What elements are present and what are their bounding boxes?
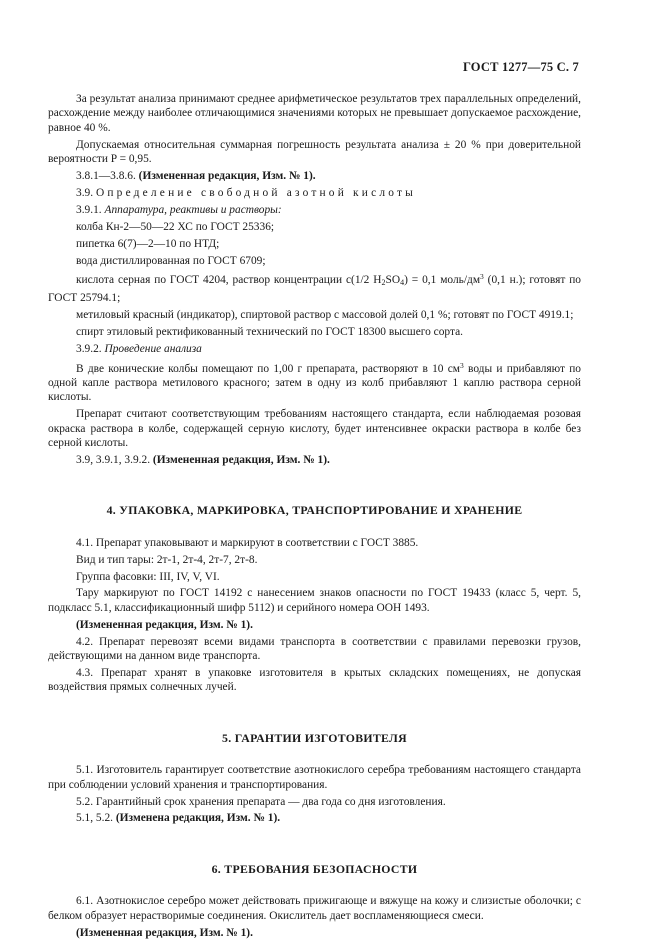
paragraph <box>48 453 581 467</box>
paragraph: 4.2. Препарат перевозят всеми видами транспорта в соответствии с правилами перевозки грузов, действующими на данном виде транспорта. <box>48 635 581 663</box>
amendment-note: (Изменена редакция, Изм. № 1). <box>115 812 281 825</box>
text-fragment: (0,1 н.); готовят по ГОСТ 25794.1; <box>48 274 581 304</box>
text-fragment: SO <box>385 274 401 287</box>
subscript: 4 <box>400 278 405 288</box>
paragraph: 5.1. Изготовитель гарантирует соответствие азотнокислого серебра требованиям настоящего стандарта при соблюдении условий хранения и транспортирования. <box>48 764 581 791</box>
section-heading: 5. ГАРАНТИИ ИЗГОТОВИТЕЛЯ <box>222 730 407 745</box>
clause-title: Аппаратура, реактивы и растворы: <box>104 203 282 216</box>
paragraph <box>48 186 581 200</box>
clause-number: 3.9. <box>76 186 94 199</box>
text-fragment: воды и прибавляют по одной капле раствора метилового красного; затем в одну из колб прибавляют 1 каплю раствора серной кислоты. <box>48 362 581 404</box>
paragraph <box>48 342 581 356</box>
clause-number: 3.9.2. <box>76 342 102 355</box>
paragraph <box>48 811 581 825</box>
superscript: 3 <box>480 272 484 282</box>
paragraph: Допускаемая относительная суммарная погрешность результата анализа ± 20 % при доверительной вероятности P = 0,95. <box>48 138 581 166</box>
list-item: метиловый красный (индикатор), спиртовой раствор с массовой долей 0,1 %; готовят по ГОСТ 4919.1; <box>76 308 574 321</box>
paragraph: За результат анализа принимают среднее арифметическое результатов трех параллельных определений, расхождение между наиболее отличающимися значениями которых не превышает допускаемое расхождение, равное 40 %. <box>48 93 581 134</box>
text-fragment: ) = 0,1 моль/дм <box>404 274 481 287</box>
paragraph: Группа фасовки: III, IV, V, VI. <box>76 570 220 583</box>
paragraph <box>48 203 581 217</box>
clause-number: 3.9, 3.9.1, 3.9.2. <box>76 453 151 466</box>
paragraph: 4.1. Препарат упаковывают и маркируют в соответствии с ГОСТ 3885. <box>76 536 419 549</box>
clause-number: 3.9.1. <box>76 203 102 216</box>
paragraph: Препарат считают соответствующим требованиям настоящего стандарта, если наблюдаемая розовая окраска раствора в колбе, содержащей серную кислоту, будет интенсивнее окраски раствора в колбе без серной кислоты. <box>48 408 581 450</box>
paragraph: 4.3. Препарат хранят в упаковке изготовителя в крытых складских помещениях, не допуская воздействия прямых солнечных лучей. <box>48 667 581 694</box>
paragraph <box>48 169 581 183</box>
clause-number: 5.1, 5.2. <box>76 812 114 825</box>
clause-title: Проведение анализа <box>104 342 202 355</box>
paragraph: Вид и тип тары: 2т-1, 2т-4, 2т-7, 2т-8. <box>76 553 258 566</box>
text-fragment: кислота серная по ГОСТ 4204, раствор концентрации c(1/2 H <box>76 274 382 287</box>
paragraph: 6.1. Азотнокислое серебро может действовать прижигающе и вяжуще на кожу и слизистые оболочки; с белком образует нерастворимые соединения. Окислитель дает воспламеняющиеся смеси. <box>48 895 581 922</box>
paragraph: Тару маркируют по ГОСТ 14192 с нанесением знаков опасности по ГОСТ 19433 (класс 5, черт. 5, подкласс 5.1, классификационный шифр 5112) и серийного номера ООН 1493. <box>48 587 581 614</box>
paragraph: 5.2. Гарантийный срок хранения препарата — два года со дня изготовления. <box>76 795 446 808</box>
list-item: пипетка 6(7)—2—10 по НТД; <box>76 237 220 250</box>
document-body <box>48 92 581 942</box>
list-item: вода дистиллированная по ГОСТ 6709; <box>76 254 266 267</box>
amendment-note: (Измененная редакция, Изм. № 1). <box>138 170 316 183</box>
list-item: колба Кн-2—50—22 ХС по ГОСТ 25336; <box>76 220 275 233</box>
paragraph <box>48 359 581 405</box>
page-header: ГОСТ 1277—75 С. 7 <box>462 60 579 74</box>
list-item: спирт этиловый ректификованный технический по ГОСТ 18300 высшего сорта. <box>76 325 464 338</box>
amendment-note: (Измененная редакция, Изм. № 1). <box>76 926 253 939</box>
superscript: 3 <box>460 360 464 370</box>
amendment-note: (Измененная редакция, Изм. № 1). <box>76 618 253 631</box>
text-fragment: В две конические колбы помещают по 1,00 г препарата, растворяют в 10 см <box>76 362 461 375</box>
section-heading: 6. ТРЕБОВАНИЯ БЕЗОПАСНОСТИ <box>211 861 418 876</box>
section-heading: 4. УПАКОВКА, МАРКИРОВКА, ТРАНСПОРТИРОВАНИЕ И ХРАНЕНИЕ <box>106 503 523 518</box>
clause-title: Определение свободной азотной кислоты <box>95 186 416 199</box>
list-item <box>48 270 581 305</box>
subscript: 2 <box>381 278 386 288</box>
amendment-note: (Измененная редакция, Изм. № 1). <box>152 453 330 466</box>
clause-number: 3.8.1—3.8.6. <box>76 170 136 183</box>
